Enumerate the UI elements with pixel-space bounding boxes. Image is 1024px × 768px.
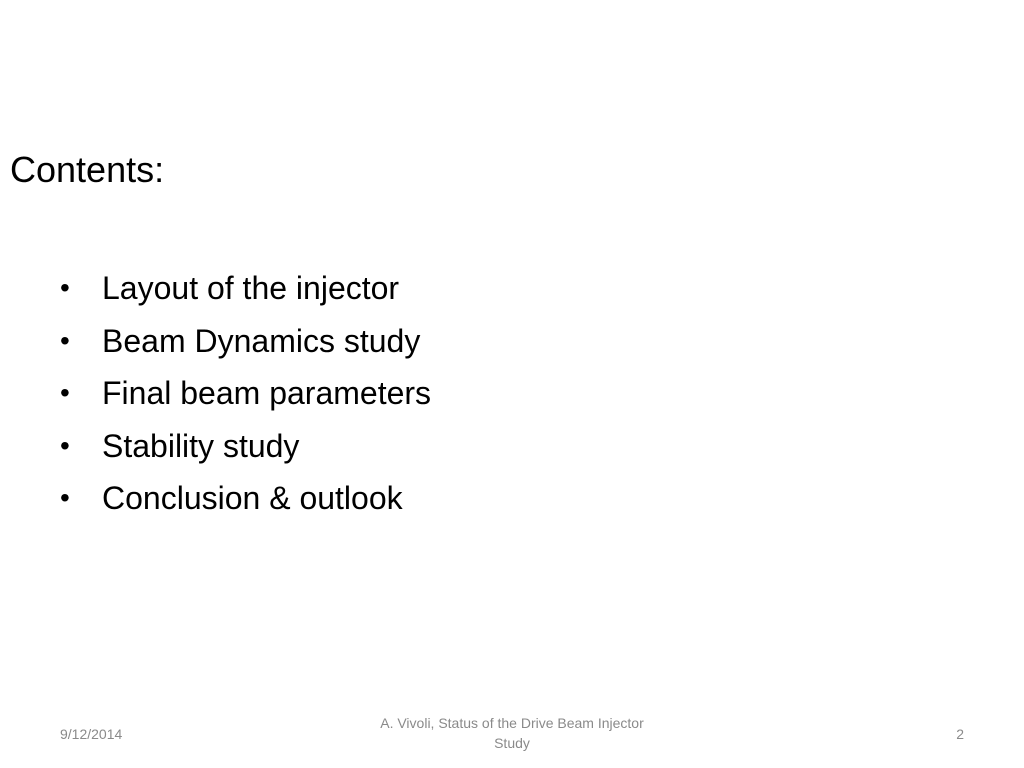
bullet-icon: • — [60, 324, 70, 356]
footer-date: 9/12/2014 — [60, 726, 123, 742]
footer-author-title — [352, 713, 672, 753]
footer-author-title-line2: Study — [494, 735, 530, 751]
list-item-label: Beam Dynamics study — [102, 322, 421, 359]
bullet-icon: • — [60, 482, 70, 513]
bullet-icon: • — [60, 377, 70, 408]
page-number: 2 — [956, 726, 964, 742]
bullet-icon: • — [60, 272, 70, 303]
list-item-label: Conclusion & outlook — [102, 480, 403, 516]
bullet-icon: • — [60, 429, 70, 461]
footer-author-title-line1: A. Vivoli, Status of the Drive Beam Injector — [380, 715, 644, 731]
list-item-label: Final beam parameters — [102, 375, 432, 411]
slide-title: Contents: — [10, 149, 165, 190]
list-item-label: Layout of the injector — [102, 270, 400, 306]
list-item-label: Stability study — [102, 427, 300, 464]
